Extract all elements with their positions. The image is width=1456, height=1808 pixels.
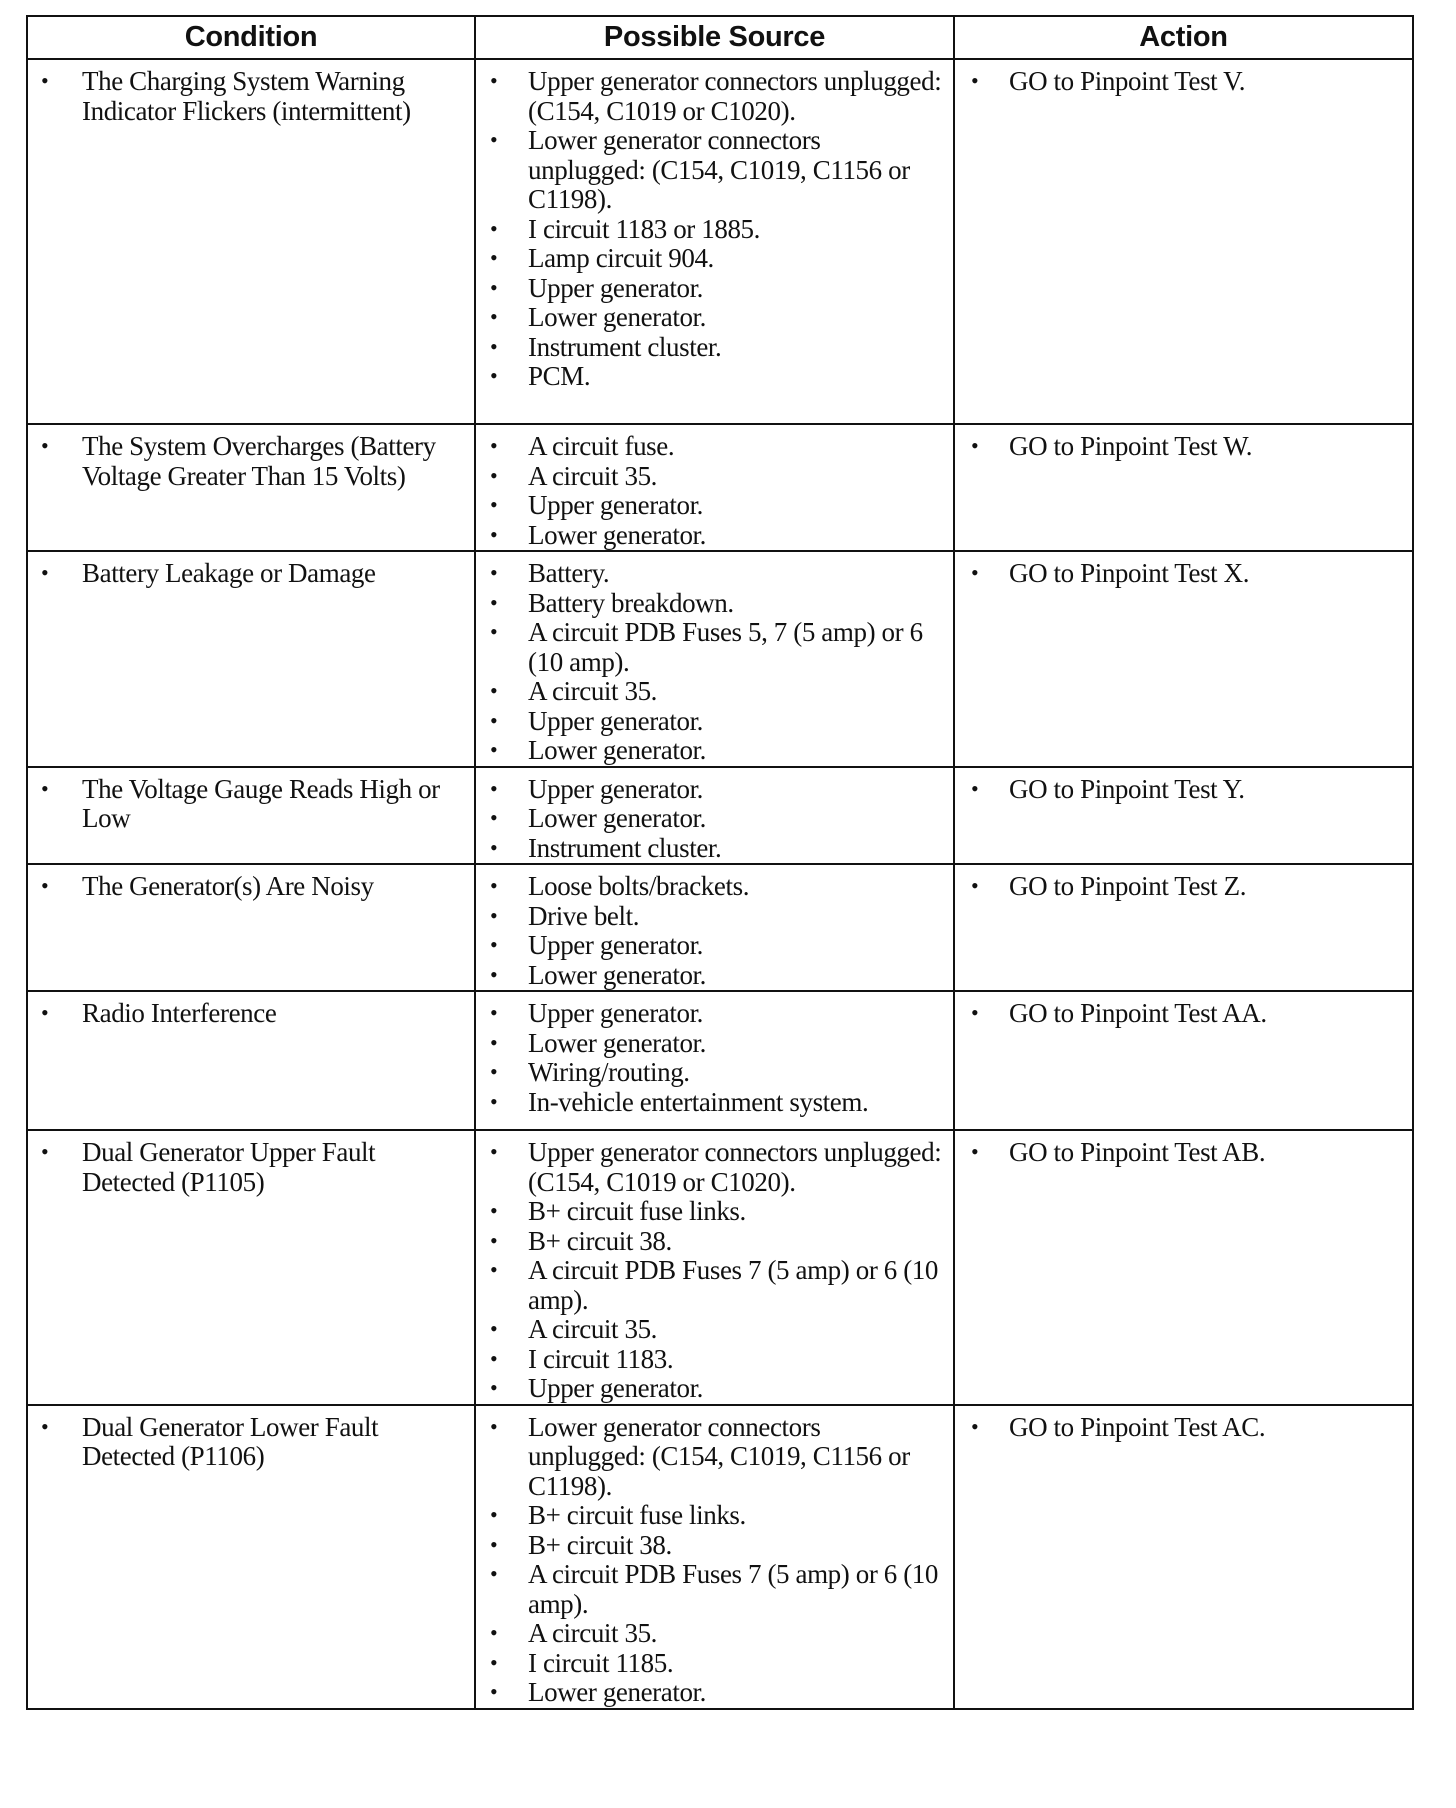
condition-cell <box>28 551 475 767</box>
source-item: • Upper generator. <box>476 491 953 521</box>
source-item: • Upper generator. <box>476 775 953 805</box>
table-row <box>28 991 1412 1130</box>
action-text: • GO to Pinpoint Test AB. <box>955 1138 1412 1168</box>
possible-source-cell <box>475 424 954 551</box>
source-item: • Instrument cluster. <box>476 834 953 864</box>
header-row <box>28 17 1412 59</box>
source-item: • Drive belt. <box>476 902 953 932</box>
source-item: • Lower generator. <box>476 1029 953 1059</box>
table-row <box>28 1130 1412 1405</box>
condition-text: • The Voltage Gauge Reads High or Low <box>28 775 474 834</box>
source-item: • Lamp circuit 904. <box>476 244 953 274</box>
source-item: • Loose bolts/brackets. <box>476 872 953 902</box>
source-item: • Lower generator. <box>476 736 953 766</box>
source-item: • I circuit 1185. <box>476 1649 953 1679</box>
source-item: • Upper generator. <box>476 1374 953 1404</box>
source-item: • Upper generator. <box>476 707 953 737</box>
header-action: Action <box>954 17 1412 59</box>
action-cell <box>954 767 1412 865</box>
condition-text: • Battery Leakage or Damage <box>28 559 474 589</box>
table-body <box>28 59 1412 1708</box>
source-item: • Instrument cluster. <box>476 333 953 363</box>
possible-source-cell <box>475 991 954 1130</box>
source-item: • Upper generator. <box>476 931 953 961</box>
source-item: • Lower generator. <box>476 1678 953 1708</box>
condition-text: • Dual Generator Lower Fault Detected (P1106) <box>28 1413 474 1472</box>
source-item: • A circuit 35. <box>476 1619 953 1649</box>
source-item: • Lower generator connectors unplugged: (C154, C1019, C1156 or C1198). <box>476 1413 953 1502</box>
condition-text: • The Generator(s) Are Noisy <box>28 872 474 902</box>
possible-source-cell <box>475 59 954 424</box>
source-item: • PCM. <box>476 362 953 392</box>
table-row <box>28 1405 1412 1708</box>
source-item: • I circuit 1183 or 1885. <box>476 215 953 245</box>
action-text: • GO to Pinpoint Test X. <box>955 559 1412 589</box>
source-item: • Upper generator. <box>476 999 953 1029</box>
possible-source-cell <box>475 864 954 991</box>
condition-text: • Radio Interference <box>28 999 474 1029</box>
possible-source-cell <box>475 551 954 767</box>
source-item: • Lower generator. <box>476 804 953 834</box>
source-item: • A circuit 35. <box>476 1315 953 1345</box>
action-cell <box>954 551 1412 767</box>
table-row <box>28 767 1412 865</box>
action-text: • GO to Pinpoint Test W. <box>955 432 1412 462</box>
condition-text: • The System Overcharges (Battery Voltage Greater Than 15 Volts) <box>28 432 474 491</box>
table-row <box>28 59 1412 424</box>
source-item: • Lower generator connectors unplugged: (C154, C1019, C1156 or C1198). <box>476 126 953 215</box>
source-item: • A circuit 35. <box>476 677 953 707</box>
source-item: • A circuit PDB Fuses 7 (5 amp) or 6 (10 amp). <box>476 1256 953 1315</box>
condition-cell <box>28 991 475 1130</box>
source-item: • A circuit PDB Fuses 7 (5 amp) or 6 (10 amp). <box>476 1560 953 1619</box>
action-text: • GO to Pinpoint Test AA. <box>955 999 1412 1029</box>
source-item: • I circuit 1183. <box>476 1345 953 1375</box>
source-item: • A circuit 35. <box>476 462 953 492</box>
diagnosis-table-frame <box>26 15 1414 1710</box>
table-row <box>28 424 1412 551</box>
possible-source-cell <box>475 1130 954 1405</box>
source-item: • Lower generator. <box>476 303 953 333</box>
condition-cell <box>28 424 475 551</box>
source-item: • B+ circuit fuse links. <box>476 1197 953 1227</box>
possible-source-cell <box>475 767 954 865</box>
action-cell <box>954 1130 1412 1405</box>
source-item: • Wiring/routing. <box>476 1058 953 1088</box>
action-text: • GO to Pinpoint Test Z. <box>955 872 1412 902</box>
symptom-chart-table <box>28 17 1412 1708</box>
action-cell <box>954 864 1412 991</box>
table-row <box>28 551 1412 767</box>
possible-source-cell <box>475 1405 954 1708</box>
source-item: • Upper generator connectors unplugged: (C154, C1019 or C1020). <box>476 1138 953 1197</box>
action-cell <box>954 424 1412 551</box>
action-text: • GO to Pinpoint Test AC. <box>955 1413 1412 1443</box>
header-condition: Condition <box>28 17 475 59</box>
source-item: • Battery breakdown. <box>476 589 953 619</box>
source-item: • A circuit fuse. <box>476 432 953 462</box>
action-cell <box>954 991 1412 1130</box>
condition-cell <box>28 864 475 991</box>
source-item: • In-vehicle entertainment system. <box>476 1088 953 1118</box>
condition-cell <box>28 59 475 424</box>
source-item: • Upper generator. <box>476 274 953 304</box>
action-cell <box>954 59 1412 424</box>
condition-cell <box>28 1130 475 1405</box>
table-row <box>28 864 1412 991</box>
action-text: • GO to Pinpoint Test V. <box>955 67 1412 97</box>
source-item: • Upper generator connectors unplugged: (C154, C1019 or C1020). <box>476 67 953 126</box>
action-cell <box>954 1405 1412 1708</box>
header-possible-source: Possible Source <box>475 17 954 59</box>
condition-text: • Dual Generator Upper Fault Detected (P1105) <box>28 1138 474 1197</box>
source-item: • Lower generator. <box>476 961 953 991</box>
source-item: • Lower generator. <box>476 521 953 551</box>
condition-cell <box>28 767 475 865</box>
source-item: • B+ circuit fuse links. <box>476 1501 953 1531</box>
source-item: • A circuit PDB Fuses 5, 7 (5 amp) or 6 (10 amp). <box>476 618 953 677</box>
source-item: • Battery. <box>476 559 953 589</box>
condition-text: • The Charging System Warning Indicator Flickers (intermittent) <box>28 67 474 126</box>
source-item: • B+ circuit 38. <box>476 1531 953 1561</box>
source-item: • B+ circuit 38. <box>476 1227 953 1257</box>
condition-cell <box>28 1405 475 1708</box>
action-text: • GO to Pinpoint Test Y. <box>955 775 1412 805</box>
